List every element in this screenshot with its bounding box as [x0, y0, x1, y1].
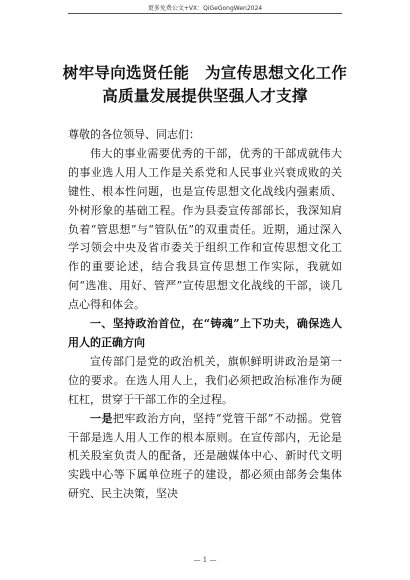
paragraph-point-one: [68, 410, 342, 505]
paragraph-political-organ: 宣传部门是党的政治机关，旗帜鲜明讲政治是第一位的要求。在选人用人上，我们必须把政治标准作为硬杠杠，贯穿于干部工作的全过程。: [68, 354, 342, 406]
paragraph-intro: 伟大的事业需要优秀的干部，优秀的干部成就伟大的事业选人用人工作是关系党和人民事业兴衰成败的关键性、根本性问题，也是宣传思想文化战线内强素质、外树形象的基础工程。作为县委宣传部部长，我深知肩负着“管思想”与“管队伍”的双重责任。近期，通过深入学习领会中央及省市委关于组织工作和宣传思想文化工作的重要论述，结合我县宣传思想工作实际，我就如何“选准、用好、管严”宣传思想文化战线的干部，谈几点心得和体会。: [68, 146, 342, 312]
section-heading-1: 一、坚持政治首位，在“铸魂”上下功夫，确保选人用人的正确方向: [68, 317, 342, 349]
title-line-2: 高质量发展提供坚强人才支撑: [102, 87, 308, 105]
point-one-text: 把牢政治方向，坚持“党管干部”不动摇。党管干部是选人用人工作的根本原则。在宣传部内，无论是机关股室负责人的配备，还是融媒体中心、新时代文明实践中心等下属单位班子的建设，都必须由部务会集体研究、民主决策，坚决: [68, 411, 342, 501]
header-divider: [68, 13, 342, 14]
page-number: — 1 —: [193, 556, 217, 564]
title-line-1: 树牢导向选贤任能 为宣传思想文化工作: [62, 64, 348, 82]
document-body: [68, 126, 342, 504]
document-title: [40, 62, 370, 108]
salutation: 尊敬的各位领导、同志们：: [68, 128, 200, 141]
page-header: 更多免费公文+VX：QiGeGongWen2024: [147, 5, 263, 12]
point-one-lead: 一是: [90, 411, 113, 425]
